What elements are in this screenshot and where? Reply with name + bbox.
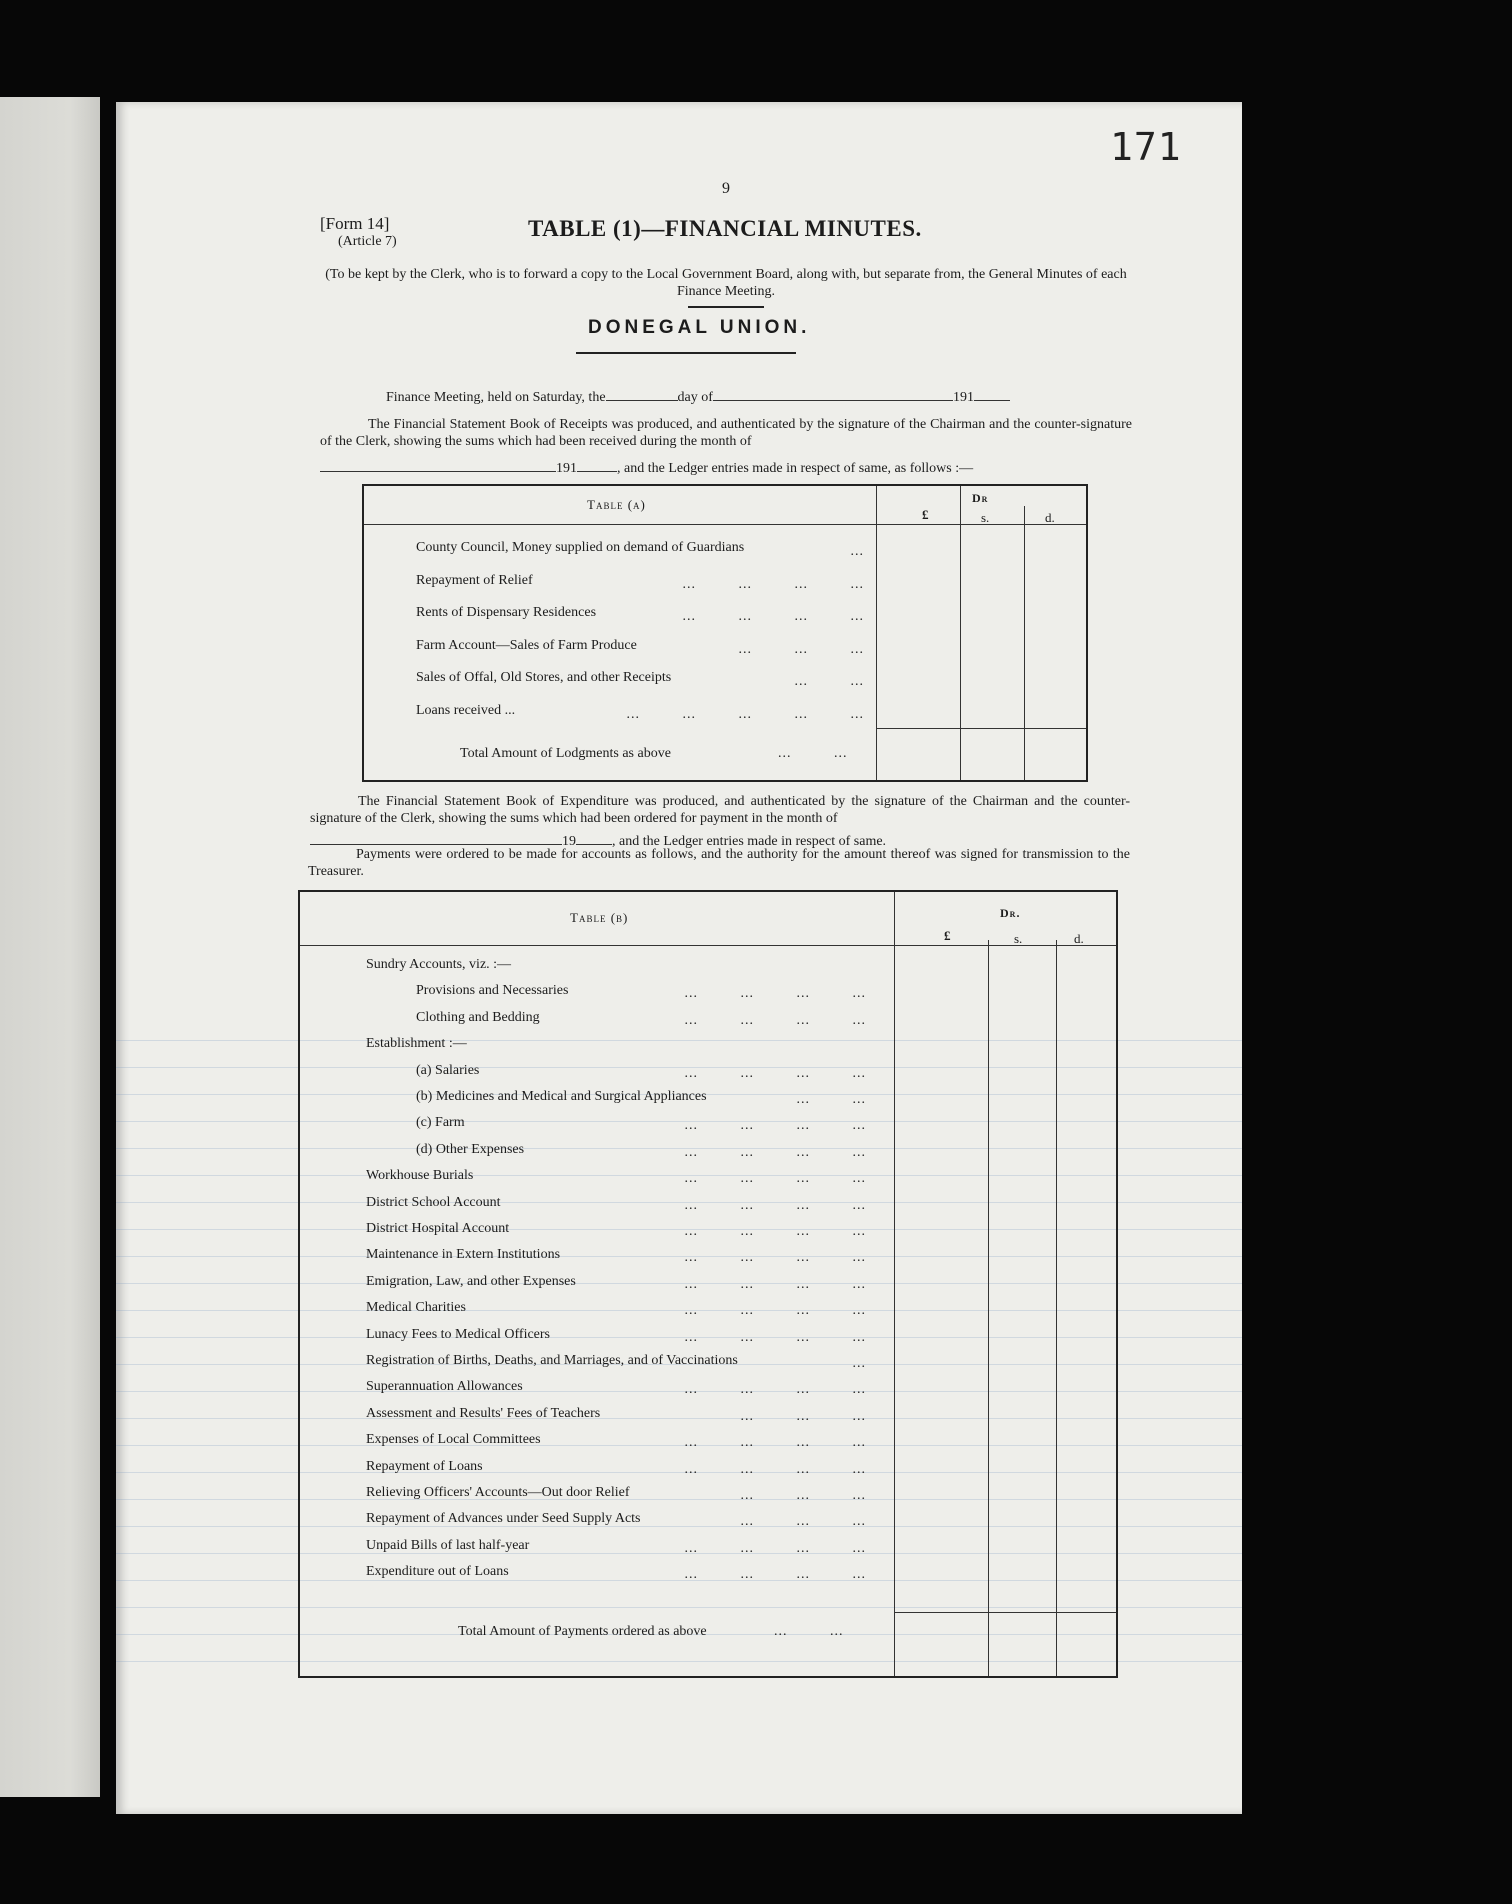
article-reference: (Article 7)	[338, 234, 397, 249]
table-a-total-rule	[876, 728, 1086, 729]
expenditure-statement: The Financial Statement Book of Expenditure was produced, and authenticated by the signature of the Chairman and the counter-signature of the Clerk, showing the sums which had been ordered for payment in the month of	[310, 794, 1130, 826]
table-b-row-label: Maintenance in Extern Institutions	[366, 1247, 561, 1263]
title-rule	[688, 306, 764, 308]
table-b-row-label: Assessment and Results' Fees of Teachers	[366, 1405, 601, 1421]
table-b-row-dots: ... ... ... ...	[684, 1567, 866, 1583]
table-b-row-label: Sundry Accounts, viz. :—	[366, 957, 512, 972]
facing-page-edge	[0, 97, 100, 1797]
meeting-text-2: day of	[677, 390, 713, 405]
meeting-month-blank	[713, 388, 953, 401]
table-b-col-pounds: £	[944, 928, 951, 943]
table-b-row-dots: ... ... ... ...	[684, 1197, 866, 1213]
table-b-row-dots: ... ... ... ...	[684, 1250, 866, 1266]
table-b-col-rule-1	[894, 892, 895, 1676]
table-b-row-label: Repayment of Loans	[366, 1458, 483, 1474]
table-b-row-label: Expenses of Local Committees	[366, 1432, 541, 1448]
table-a-total-dots: ... ...	[778, 746, 848, 761]
form-number: [Form 14]	[320, 214, 390, 233]
receipts-month-line	[320, 459, 1132, 477]
table-a-caption: Table (a)	[587, 497, 646, 512]
table-a-col-shillings: s.	[981, 510, 990, 525]
table-b-col-rule-3	[1056, 940, 1057, 1676]
table-b-row-label: Emigration, Law, and other Expenses	[366, 1273, 576, 1289]
table-b-row-dots: ... ... ... ...	[684, 1118, 866, 1134]
table-b-row-dots: ... ... ... ...	[684, 1329, 866, 1345]
meeting-year-blank	[974, 388, 1010, 401]
table-a-row-label: Loans received ...	[416, 702, 516, 718]
table-a-row-dots: ... ... ...	[738, 641, 864, 657]
table-b-row-dots: ... ... ...	[740, 1514, 866, 1530]
table-b-row-dots: ... ... ... ...	[684, 986, 866, 1002]
table-b-row-dots: ... ...	[796, 1092, 866, 1107]
expenditure-year: 19	[562, 834, 576, 849]
table-a-col-rule-3	[1024, 506, 1025, 780]
meeting-day-blank	[606, 388, 678, 401]
table-b-row-label: Superannuation Allowances	[366, 1379, 523, 1395]
union-name: DONEGAL UNION.	[588, 317, 811, 338]
form-reference	[320, 215, 397, 251]
table-a-row-dots: ... ... ... ...	[682, 609, 864, 624]
table-b-row-dots: ... ... ... ...	[684, 1303, 866, 1319]
meeting-text-1: Finance Meeting, held on Saturday, the	[386, 390, 606, 405]
table-b-row-label: Expenditure out of Loans	[366, 1564, 509, 1580]
table-b-row-dots: ... ... ... ...	[684, 1435, 866, 1451]
table-b-row-dots: ... ... ... ...	[684, 1012, 866, 1028]
table-a	[362, 484, 1088, 782]
table-b-total-label: Total Amount of Payments ordered as above	[458, 1624, 707, 1639]
table-a-row-dots: ...	[850, 544, 864, 559]
union-rule	[576, 352, 796, 354]
table-a-dr: Dr	[972, 491, 989, 505]
receipts-year-blank	[577, 459, 617, 472]
table-b-row-label: District School Account	[366, 1194, 501, 1210]
page-title: TABLE (1)—FINANCIAL MINUTES.	[528, 216, 922, 241]
table-b-row-dots: ... ... ...	[740, 1408, 866, 1424]
table-a-col-pence: d.	[1045, 510, 1055, 525]
table-a-row-label: Farm Account—Sales of Farm Produce	[416, 637, 637, 653]
table-b-row-dots: ...	[852, 1356, 866, 1371]
table-b-row-label: Relieving Officers' Accounts—Out door Relief	[366, 1485, 630, 1500]
table-b-row-label: Medical Charities	[366, 1300, 466, 1316]
folio-number: 9	[722, 180, 730, 197]
table-b-col-rule-2	[988, 940, 989, 1676]
payments-statement: Payments were ordered to be made for accounts as follows, and the authority for the amount thereof was signed for transmission to the Treasurer.	[308, 847, 1130, 879]
table-b-row-dots: ... ... ... ...	[684, 1065, 866, 1081]
table-b-row-dots: ... ... ... ...	[684, 1224, 866, 1239]
table-a-row-dots: ... ... ... ...	[682, 576, 864, 592]
table-a-col-rule-1	[876, 486, 877, 780]
meeting-year: 191	[952, 390, 974, 405]
table-b-total-dots: ... ...	[774, 1624, 844, 1639]
table-a-col-rule-2	[960, 486, 961, 780]
table-b-row-label: (d) Other Expenses	[416, 1141, 525, 1157]
table-b-row-dots: ... ... ... ...	[684, 1276, 866, 1292]
stamped-page-number: 171	[1110, 125, 1182, 169]
table-b-row-label: Registration of Births, Deaths, and Marriages, and of Vaccinations	[366, 1353, 738, 1368]
meeting-line	[386, 388, 1086, 406]
table-a-row-label: County Council, Money supplied on demand of Guardians	[416, 540, 745, 555]
table-b-header-rule	[300, 945, 1116, 946]
table-b-row-label: (b) Medicines and Medical and Surgical Appliances	[416, 1089, 707, 1104]
table-b-col-shillings: s.	[1014, 931, 1023, 946]
table-b-row-label: Unpaid Bills of last half-year	[366, 1537, 530, 1553]
table-b-row-label: Workhouse Burials	[366, 1168, 474, 1184]
table-a-row-label: Rents of Dispensary Residences	[416, 605, 597, 620]
table-b-row-label: (c) Farm	[416, 1115, 465, 1131]
instruction-text: (To be kept by the Clerk, who is to forward a copy to the Local Government Board, along with, but separate from, the General Minutes of each Finance Meeting.	[325, 267, 1127, 299]
table-b-row-label: Repayment of Advances under Seed Supply Acts	[366, 1511, 641, 1527]
expenditure-month-blank	[310, 832, 562, 845]
expenditure-year-blank	[576, 832, 612, 845]
table-b-total-rule	[894, 1612, 1116, 1613]
table-b-row-label: Provisions and Necessaries	[416, 983, 569, 999]
table-a-col-pounds: £	[922, 507, 929, 522]
table-b-row-label: Clothing and Bedding	[416, 1009, 540, 1025]
table-b-col-pence: d.	[1074, 931, 1084, 946]
table-b-caption: Table (b)	[570, 910, 629, 925]
table-a-header-rule	[364, 524, 1086, 525]
table-b-row-label: (a) Salaries	[416, 1062, 480, 1078]
receipts-tail: , and the Ledger entries made in respect of same, as follows :—	[617, 461, 974, 476]
table-a-row-label: Repayment of Relief	[416, 572, 533, 588]
table-b-row-dots: ... ... ... ...	[684, 1144, 866, 1160]
table-a-total-label: Total Amount of Lodgments as above	[460, 746, 671, 761]
table-b-row-dots: ... ... ... ...	[684, 1540, 866, 1556]
table-b-row-label: District Hospital Account	[366, 1221, 510, 1236]
table-b-dr: Dr.	[1000, 906, 1021, 920]
table-b-row-dots: ... ... ... ...	[684, 1382, 866, 1398]
table-a-row-dots: ... ...	[794, 674, 864, 689]
table-b-row-label: Lunacy Fees to Medical Officers	[366, 1326, 551, 1342]
table-a-row-label: Sales of Offal, Old Stores, and other Receipts	[416, 670, 672, 685]
table-b-row-dots: ... ... ... ...	[684, 1171, 866, 1187]
receipts-year: 191	[556, 461, 577, 476]
table-b-row-dots: ... ... ...	[740, 1488, 866, 1503]
table-a-row-dots: ... ... ... ... ...	[626, 706, 864, 722]
receipts-month-blank	[320, 459, 556, 472]
table-b-row-label: Establishment :—	[366, 1036, 467, 1052]
expenditure-tail: , and the Ledger entries made in respect of same.	[612, 834, 887, 849]
table-b-row-dots: ... ... ... ...	[684, 1461, 866, 1477]
receipts-statement: The Financial Statement Book of Receipts was produced, and authenticated by the signature of the Chairman and the counter-signature of the Clerk, showing the sums which had been received during the month of	[320, 417, 1132, 449]
